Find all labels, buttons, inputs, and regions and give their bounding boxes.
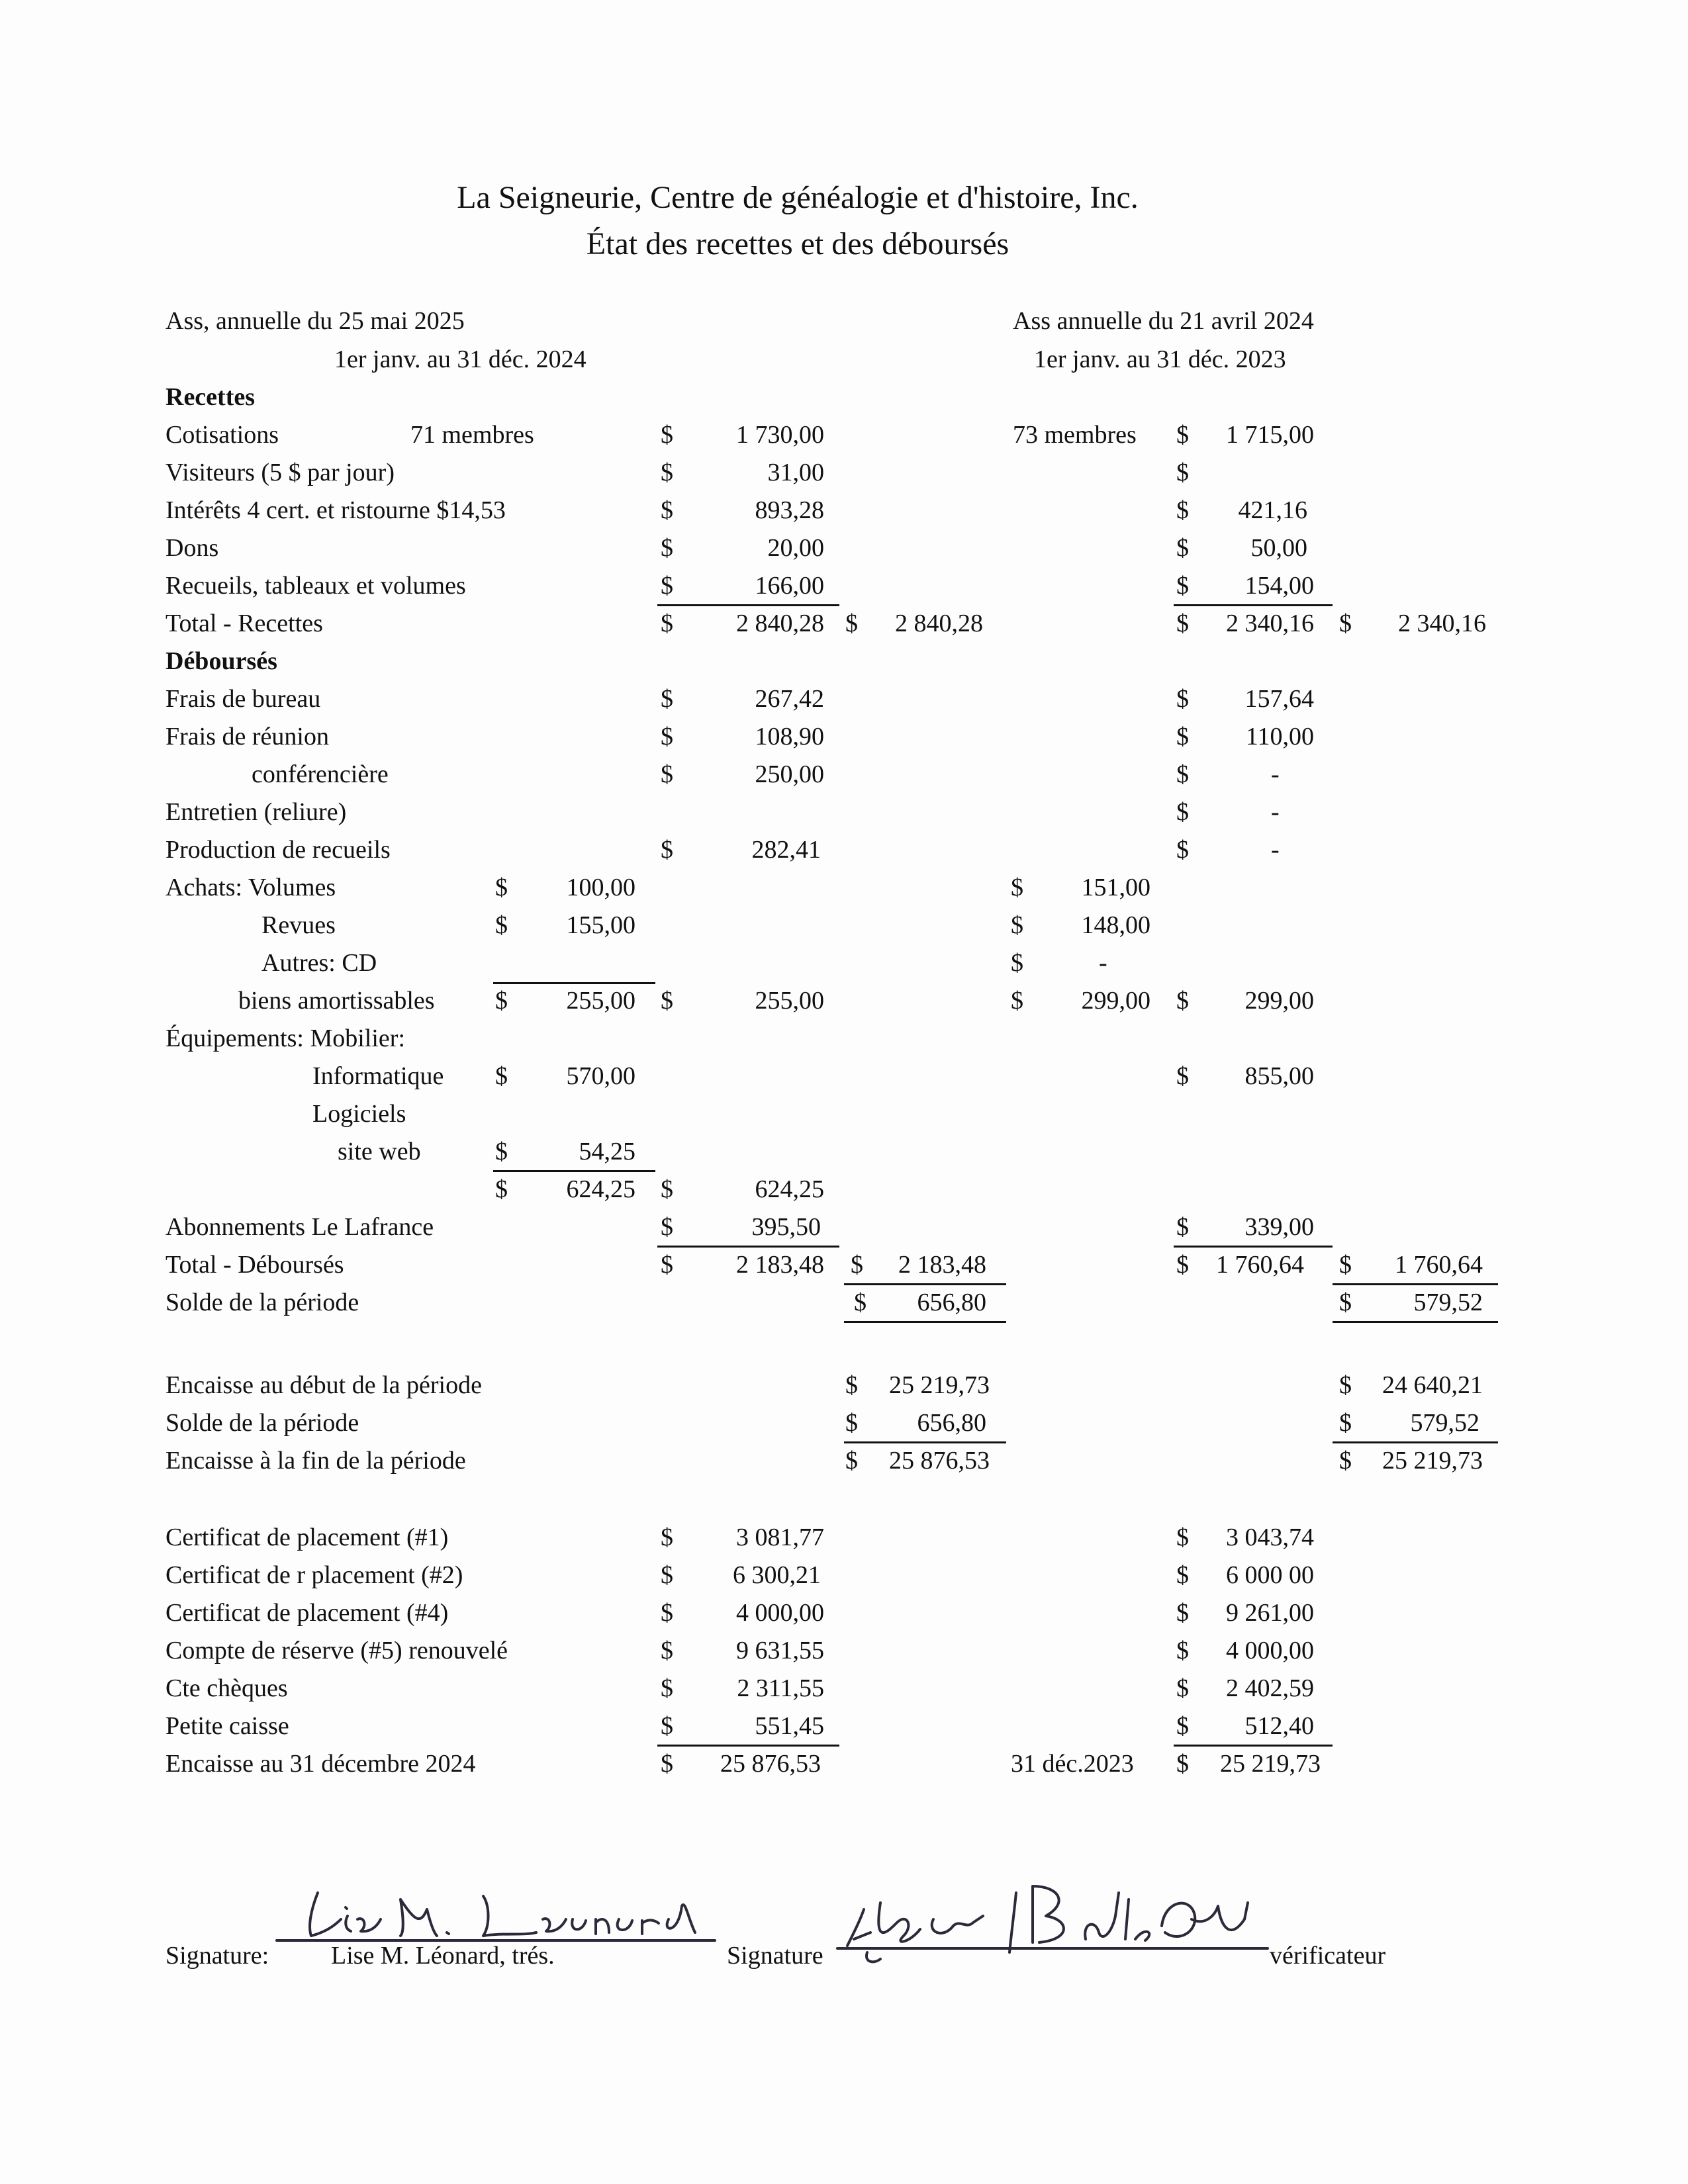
revues-previous-sub: 148,00 <box>1081 911 1150 939</box>
debourses-heading: Déboursés <box>165 647 277 675</box>
cotisations-members-current: 71 membres <box>410 421 534 449</box>
dollar-sign: $ <box>661 572 673 600</box>
verificateur-label: vérificateur <box>1270 1942 1386 1970</box>
production-current: 282,41 <box>751 836 821 864</box>
petite-caisse-label: Petite caisse <box>165 1712 289 1740</box>
subtotal-rule <box>493 1170 655 1172</box>
revues-current-sub: 155,00 <box>566 911 635 939</box>
subtotal-rule <box>844 1441 1006 1443</box>
site-web-current-sub: 54,25 <box>579 1138 635 1165</box>
subtotal-rule <box>1174 604 1333 606</box>
informatique-previous: 855,00 <box>1244 1062 1314 1090</box>
visiteurs-label: Visiteurs (5 $ par jour) <box>165 459 395 486</box>
informatique-label: Informatique <box>312 1062 444 1090</box>
subtotal-rule <box>1174 1745 1333 1747</box>
dollar-sign: $ <box>495 1138 508 1165</box>
treasurer-name: Lise M. Léonard, trés. <box>331 1942 555 1970</box>
compte-cheques-current: 2 311,55 <box>737 1674 824 1702</box>
total-recettes-previous-carried: 2 340,16 <box>1398 610 1486 637</box>
dollar-sign: $ <box>661 1213 673 1241</box>
dollar-sign: $ <box>1176 685 1189 713</box>
dollar-sign: $ <box>1176 723 1189 751</box>
dollar-sign: $ <box>845 1447 858 1475</box>
certificat-1-label: Certificat de placement (#1) <box>165 1524 449 1551</box>
subtotal-rule <box>844 1321 1006 1323</box>
dollar-sign: $ <box>495 874 508 901</box>
dons-current-amount: 20,00 <box>767 534 824 562</box>
dollar-sign: $ <box>661 1251 673 1279</box>
dollar-sign: $ <box>661 723 673 751</box>
dollar-sign: $ <box>661 534 673 562</box>
dollar-sign: $ <box>1176 421 1189 449</box>
solde-periode-label: Solde de la période <box>165 1289 359 1316</box>
achats-volumes-previous-sub: 151,00 <box>1081 874 1150 901</box>
interets-current-amount: 893,28 <box>755 496 824 524</box>
total-recettes-current: 2 840,28 <box>736 610 824 637</box>
document-title: La Seigneurie, Centre de généalogie et d'histoire, Inc. <box>457 180 1139 215</box>
petite-caisse-previous: 512,40 <box>1244 1712 1314 1740</box>
encaisse-debut-previous: 24 640,21 <box>1382 1371 1483 1399</box>
dollar-sign: $ <box>661 1175 673 1203</box>
encaisse-31-dec-label: Encaisse au 31 décembre 2024 <box>165 1750 476 1778</box>
dollar-sign: $ <box>661 1674 673 1702</box>
dollar-sign: $ <box>661 1561 673 1589</box>
dollar-sign: $ <box>1176 1251 1189 1279</box>
subtotal-rule <box>493 982 655 984</box>
dollar-sign: $ <box>1011 874 1023 901</box>
compte-cheques-label: Cte chèques <box>165 1674 288 1702</box>
previous-meeting-label: Ass annuelle du 21 avril 2024 <box>1013 307 1314 335</box>
certificat-2-previous: 6 000 00 <box>1226 1561 1314 1589</box>
subtotal-rule <box>844 1283 1006 1285</box>
encaisse-solde-label: Solde de la période <box>165 1409 359 1437</box>
subtotal-rule <box>657 1745 839 1747</box>
visiteurs-current-amount: 31,00 <box>767 459 824 486</box>
frais-reunion-current: 108,90 <box>755 723 824 751</box>
abonnements-current: 395,50 <box>751 1213 821 1241</box>
dollar-sign: $ <box>1176 836 1189 864</box>
encaisse-debut-label: Encaisse au début de la période <box>165 1371 482 1399</box>
dollar-sign: $ <box>661 610 673 637</box>
total-recettes-label: Total - Recettes <box>165 610 323 637</box>
compte-cheques-previous: 2 402,59 <box>1226 1674 1314 1702</box>
dollar-sign: $ <box>495 1175 508 1203</box>
equipements-current-sub-total: 624,25 <box>566 1175 635 1203</box>
encaisse-31-dec-current: 25 876,53 <box>720 1750 821 1778</box>
auditor-signature <box>834 1866 1271 1966</box>
interets-previous-amount: 421,16 <box>1238 496 1307 524</box>
entretien-label: Entretien (reliure) <box>165 798 347 826</box>
dollar-sign: $ <box>1176 1637 1189 1664</box>
dollar-sign: $ <box>1176 1213 1189 1241</box>
petite-caisse-current: 551,45 <box>755 1712 824 1740</box>
site-web-label: site web <box>338 1138 421 1165</box>
dollar-sign: $ <box>495 987 508 1015</box>
document-subtitle: État des recettes et des déboursés <box>586 226 1009 261</box>
subtotal-rule <box>657 604 839 606</box>
certificat-1-previous: 3 043,74 <box>1226 1524 1314 1551</box>
compte-reserve-previous: 4 000,00 <box>1226 1637 1314 1664</box>
dollar-sign: $ <box>1011 987 1023 1015</box>
total-debourses-previous-carried: 1 760,64 <box>1395 1251 1483 1279</box>
dollar-sign: $ <box>851 1251 863 1279</box>
autres-cd-label: Autres: CD <box>261 949 377 977</box>
dash-value: - <box>1271 760 1280 788</box>
subtotal-rule <box>1333 1441 1498 1443</box>
subtotal-rule <box>657 1246 839 1248</box>
dollar-sign: $ <box>661 987 673 1015</box>
dollar-sign: $ <box>1176 534 1189 562</box>
dollar-sign: $ <box>661 836 673 864</box>
dollar-sign: $ <box>661 421 673 449</box>
dash-value: - <box>1271 836 1280 864</box>
dollar-sign: $ <box>1176 1524 1189 1551</box>
compte-reserve-label: Compte de réserve (#5) renouvelé <box>165 1637 508 1664</box>
previous-period-range: 1er janv. au 31 déc. 2023 <box>1034 345 1286 373</box>
cotisations-members-previous: 73 membres <box>1013 421 1137 449</box>
encaisse-31-dec-previous: 25 219,73 <box>1220 1750 1321 1778</box>
previous-year-end-date: 31 déc.2023 <box>1011 1750 1134 1778</box>
dollar-sign: $ <box>661 1524 673 1551</box>
current-meeting-label: Ass, annuelle du 25 mai 2025 <box>165 307 465 335</box>
dollar-sign: $ <box>1176 1599 1189 1627</box>
frais-reunion-previous: 110,00 <box>1245 723 1314 751</box>
dollar-sign: $ <box>661 760 673 788</box>
solde-periode-previous: 579,52 <box>1413 1289 1483 1316</box>
certificat-2-label: Certificat de r placement (#2) <box>165 1561 463 1589</box>
certificat-4-current: 4 000,00 <box>736 1599 824 1627</box>
certificat-2-current: 6 300,21 <box>733 1561 821 1589</box>
recueils-previous-amount: 154,00 <box>1244 572 1314 600</box>
dollar-sign: $ <box>1339 1371 1352 1399</box>
dash-value: - <box>1271 798 1280 826</box>
dollar-sign: $ <box>845 1409 858 1437</box>
recueils-current-amount: 166,00 <box>755 572 824 600</box>
revues-label: Revues <box>261 911 336 939</box>
frais-bureau-previous: 157,64 <box>1244 685 1314 713</box>
total-debourses-label: Total - Déboursés <box>165 1251 344 1279</box>
achats-volumes-current-sub: 100,00 <box>566 874 635 901</box>
dollar-sign: $ <box>1176 760 1189 788</box>
encaisse-fin-label: Encaisse à la fin de la période <box>165 1447 466 1475</box>
conferenciere-current: 250,00 <box>755 760 824 788</box>
dollar-sign: $ <box>1176 1062 1189 1090</box>
dollar-sign: $ <box>1176 496 1189 524</box>
dollar-sign: $ <box>661 685 673 713</box>
dollar-sign: $ <box>1339 1447 1352 1475</box>
dollar-sign: $ <box>1176 610 1189 637</box>
abonnements-previous: 339,00 <box>1244 1213 1314 1241</box>
total-recettes-current-carried: 2 840,28 <box>895 610 983 637</box>
production-label: Production de recueils <box>165 836 391 864</box>
dons-label: Dons <box>165 534 219 562</box>
dollar-sign: $ <box>1011 911 1023 939</box>
equipements-current: 624,25 <box>755 1175 824 1203</box>
achats-volumes-label: Achats: Volumes <box>165 874 336 901</box>
abonnements-label: Abonnements Le Lafrance <box>165 1213 434 1241</box>
signature-label-2: Signature <box>727 1942 823 1970</box>
dollar-sign: $ <box>661 1750 673 1778</box>
certificat-4-label: Certificat de placement (#4) <box>165 1599 449 1627</box>
dollar-sign: $ <box>1176 459 1189 486</box>
dollar-sign: $ <box>661 1599 673 1627</box>
biens-previous-sub: 299,00 <box>1081 987 1150 1015</box>
compte-reserve-current: 9 631,55 <box>736 1637 824 1664</box>
cotisations-current-amount: 1 730,00 <box>736 421 824 449</box>
total-recettes-previous: 2 340,16 <box>1226 610 1314 637</box>
dons-previous-amount: 50,00 <box>1250 534 1307 562</box>
frais-bureau-label: Frais de bureau <box>165 685 321 713</box>
dollar-sign: $ <box>495 1062 508 1090</box>
biens-amortissables-label: biens amortissables <box>238 987 435 1015</box>
total-debourses-previous: 1 760,64 <box>1216 1251 1304 1279</box>
dollar-sign: $ <box>1339 610 1352 637</box>
conferenciere-label: conférencière <box>252 760 389 788</box>
biens-previous: 299,00 <box>1244 987 1314 1015</box>
cotisations-previous-amount: 1 715,00 <box>1226 421 1314 449</box>
cotisations-label: Cotisations <box>165 421 279 449</box>
logiciels-label: Logiciels <box>312 1100 406 1128</box>
dollar-sign: $ <box>1176 1561 1189 1589</box>
recettes-heading: Recettes <box>165 383 256 411</box>
dollar-sign: $ <box>661 1712 673 1740</box>
encaisse-fin-previous: 25 219,73 <box>1382 1447 1483 1475</box>
certificat-1-current: 3 081,77 <box>736 1524 824 1551</box>
frais-reunion-label: Frais de réunion <box>165 723 329 751</box>
interets-label: Intérêts 4 cert. et ristourne $14,53 <box>165 496 506 524</box>
encaisse-solde-previous: 579,52 <box>1410 1409 1479 1437</box>
dollar-sign: $ <box>845 610 858 637</box>
dollar-sign: $ <box>1176 1712 1189 1740</box>
encaisse-debut-current: 25 219,73 <box>889 1371 990 1399</box>
dollar-sign: $ <box>1339 1251 1352 1279</box>
dollar-sign: $ <box>1176 1750 1189 1778</box>
signature-label-1: Signature: <box>165 1942 269 1970</box>
total-debourses-current: 2 183,48 <box>736 1251 824 1279</box>
biens-current: 255,00 <box>755 987 824 1015</box>
dash-value: - <box>1099 949 1107 977</box>
encaisse-fin-current: 25 876,53 <box>889 1447 990 1475</box>
dollar-sign: $ <box>1176 987 1189 1015</box>
encaisse-solde-current: 656,80 <box>917 1409 986 1437</box>
equipements-label: Équipements: Mobilier: <box>165 1024 406 1052</box>
dollar-sign: $ <box>495 911 508 939</box>
solde-periode-current: 656,80 <box>917 1289 986 1316</box>
certificat-4-previous: 9 261,00 <box>1226 1599 1314 1627</box>
dollar-sign: $ <box>1176 1674 1189 1702</box>
subtotal-rule <box>1333 1283 1498 1285</box>
dollar-sign: $ <box>661 459 673 486</box>
dollar-sign: $ <box>1176 798 1189 826</box>
subtotal-rule <box>1333 1321 1498 1323</box>
biens-current-sub: 255,00 <box>566 987 635 1015</box>
dollar-sign: $ <box>661 1637 673 1664</box>
current-period-range: 1er janv. au 31 déc. 2024 <box>334 345 586 373</box>
total-debourses-current-carried: 2 183,48 <box>898 1251 986 1279</box>
dollar-sign: $ <box>661 496 673 524</box>
dollar-sign: $ <box>1339 1289 1352 1316</box>
dollar-sign: $ <box>1176 572 1189 600</box>
dollar-sign: $ <box>1339 1409 1352 1437</box>
dollar-sign: $ <box>854 1289 867 1316</box>
recueils-label: Recueils, tableaux et volumes <box>165 572 466 600</box>
dollar-sign: $ <box>1011 949 1023 977</box>
subtotal-rule <box>1174 1246 1333 1248</box>
dollar-sign: $ <box>845 1371 858 1399</box>
informatique-current-sub: 570,00 <box>566 1062 635 1090</box>
frais-bureau-current: 267,42 <box>755 685 824 713</box>
